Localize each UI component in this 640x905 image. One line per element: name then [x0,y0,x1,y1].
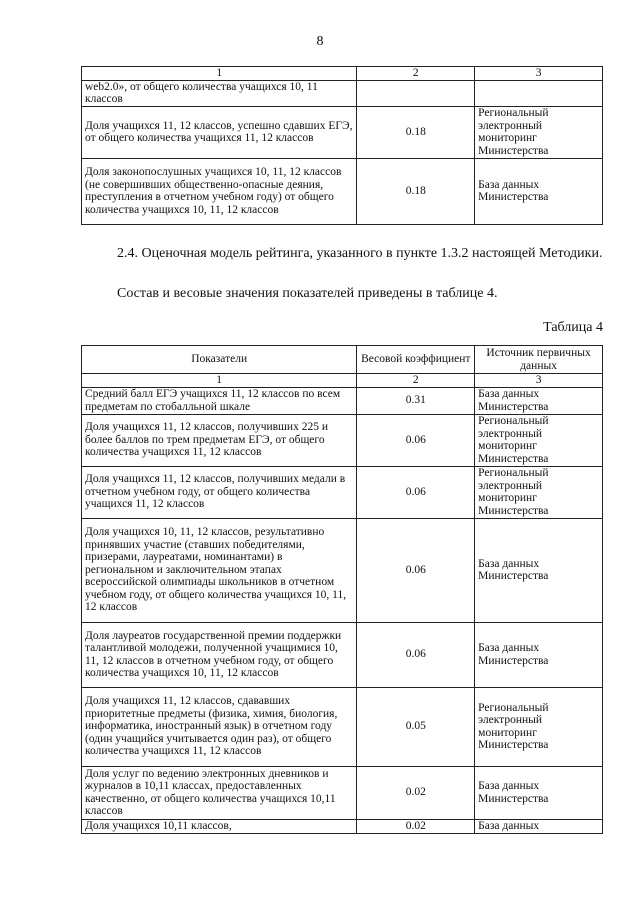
indicator-cell: Средний балл ЕГЭ учащихся 11, 12 классов по всем предметам по стобалльной шкале [82,387,357,414]
indicator-cell: Доля учащихся 11, 12 классов, успешно сдавших ЕГЭ, от общего количества учащихся 11, 12 классов [82,106,357,158]
table-row [82,687,603,766]
table-row [82,414,603,466]
weight-cell: 0.06 [357,466,475,518]
indicator-cell: Доля законопослушных учащихся 10, 11, 12 классов (не совершивших общественно-опасные деяния, преступления в отчетном учебном году) от общего количества учащихся 10, 11, 12 классов [82,158,357,224]
weight-cell: 0.06 [357,414,475,466]
source-cell: Региональный электронный мониторинг Министерства [475,414,603,466]
table-row [82,766,603,819]
source-cell: Региональный электронный мониторинг Министерства [475,466,603,518]
table-header-row [82,346,603,374]
source-cell [475,80,603,106]
weight-cell: 0.02 [357,819,475,833]
indicator-cell: Доля учащихся 11, 12 классов, получивших 225 и более баллов по трем предметам ЕГЭ, от общего количества учащихся 11, 12 классов [82,414,357,466]
source-cell: База данных Министерства [475,387,603,414]
table-4 [81,345,603,834]
weight-cell: 0.06 [357,518,475,622]
table-row [82,466,603,518]
source-cell: База данных Министерства [475,766,603,819]
indicator-cell: Доля услуг по ведению электронных дневников и журналов в 10,11 классах, предоставленных качественно, от общего количества учащихся 10,11 классов [82,766,357,819]
paragraph-rating-model: 2.4. Оценочная модель рейтинга, указанного в пункте 1.3.2 настоящей Методики. [117,246,603,261]
source-cell: Региональный электронный мониторинг Министерства [475,687,603,766]
weight-cell: 0.02 [357,766,475,819]
top-table [81,66,603,225]
table-row [82,387,603,414]
header-source: Источник первичных данных [475,346,603,374]
paragraph-composition: Состав и весовые значения показателей приведены в таблице 4. [117,286,498,301]
weight-cell: 0.06 [357,622,475,687]
page-number: 8 [316,34,324,49]
table-row [82,622,603,687]
indicator-cell: Доля лауреатов государственной премии поддержки талантливой молодежи, полученной учащимися 10, 11, 12 классов в отчетном учебном году, от общего количества учащихся 10, 11, 12 классов [82,622,357,687]
col-number-1: 1 [82,374,357,388]
indicator-cell: Доля учащихся 10, 11, 12 классов, результативно принявших участие (ставших победителями, призерами, лауреатами, номинантами) в региональном и заключительном этапах всероссийской олимпиады школьников в отчетном учебном году, от общего количества учащихся 10, 11, 12 классов [82,518,357,622]
col-number-1: 1 [82,67,357,81]
indicator-cell: Доля учащихся 11, 12 классов, получивших медали в отчетном учебном году, от общего количества учащихся 11, 12 классов [82,466,357,518]
table-header-row [82,67,603,81]
source-cell: База данных Министерства [475,158,603,224]
weight-cell: 0.05 [357,687,475,766]
source-cell: База данных Министерства [475,622,603,687]
indicator-cell: Доля учащихся 11, 12 классов, сдававших приоритетные предметы (физика, химия, биология, информатика, иностранный язык) в отчетном году (один учащийся учитывается один раз), от общего количества учащихся 11, 12 классов [82,687,357,766]
indicator-cell: Доля учащихся 10,11 классов, [82,819,357,833]
indicator-cell: web2.0», от общего количества учащихся 10, 11 классов [82,80,357,106]
col-number-3: 3 [475,374,603,388]
weight-cell: 0.18 [357,106,475,158]
header-weight: Весовой коэффициент [357,346,475,374]
column-number-row [82,374,603,388]
table-row [82,106,603,158]
col-number-3: 3 [475,67,603,81]
source-cell: База данных [475,819,603,833]
table-caption: Таблица 4 [543,320,603,335]
col-number-2: 2 [357,67,475,81]
weight-cell: 0.31 [357,387,475,414]
table-row [82,158,603,224]
table-row [82,819,603,833]
weight-cell: 0.18 [357,158,475,224]
weight-cell [357,80,475,106]
header-indicators: Показатели [82,346,357,374]
col-number-2: 2 [357,374,475,388]
source-cell: Региональный электронный мониторинг Министерства [475,106,603,158]
source-cell: База данных Министерства [475,518,603,622]
table-row [82,518,603,622]
table-row [82,80,603,106]
